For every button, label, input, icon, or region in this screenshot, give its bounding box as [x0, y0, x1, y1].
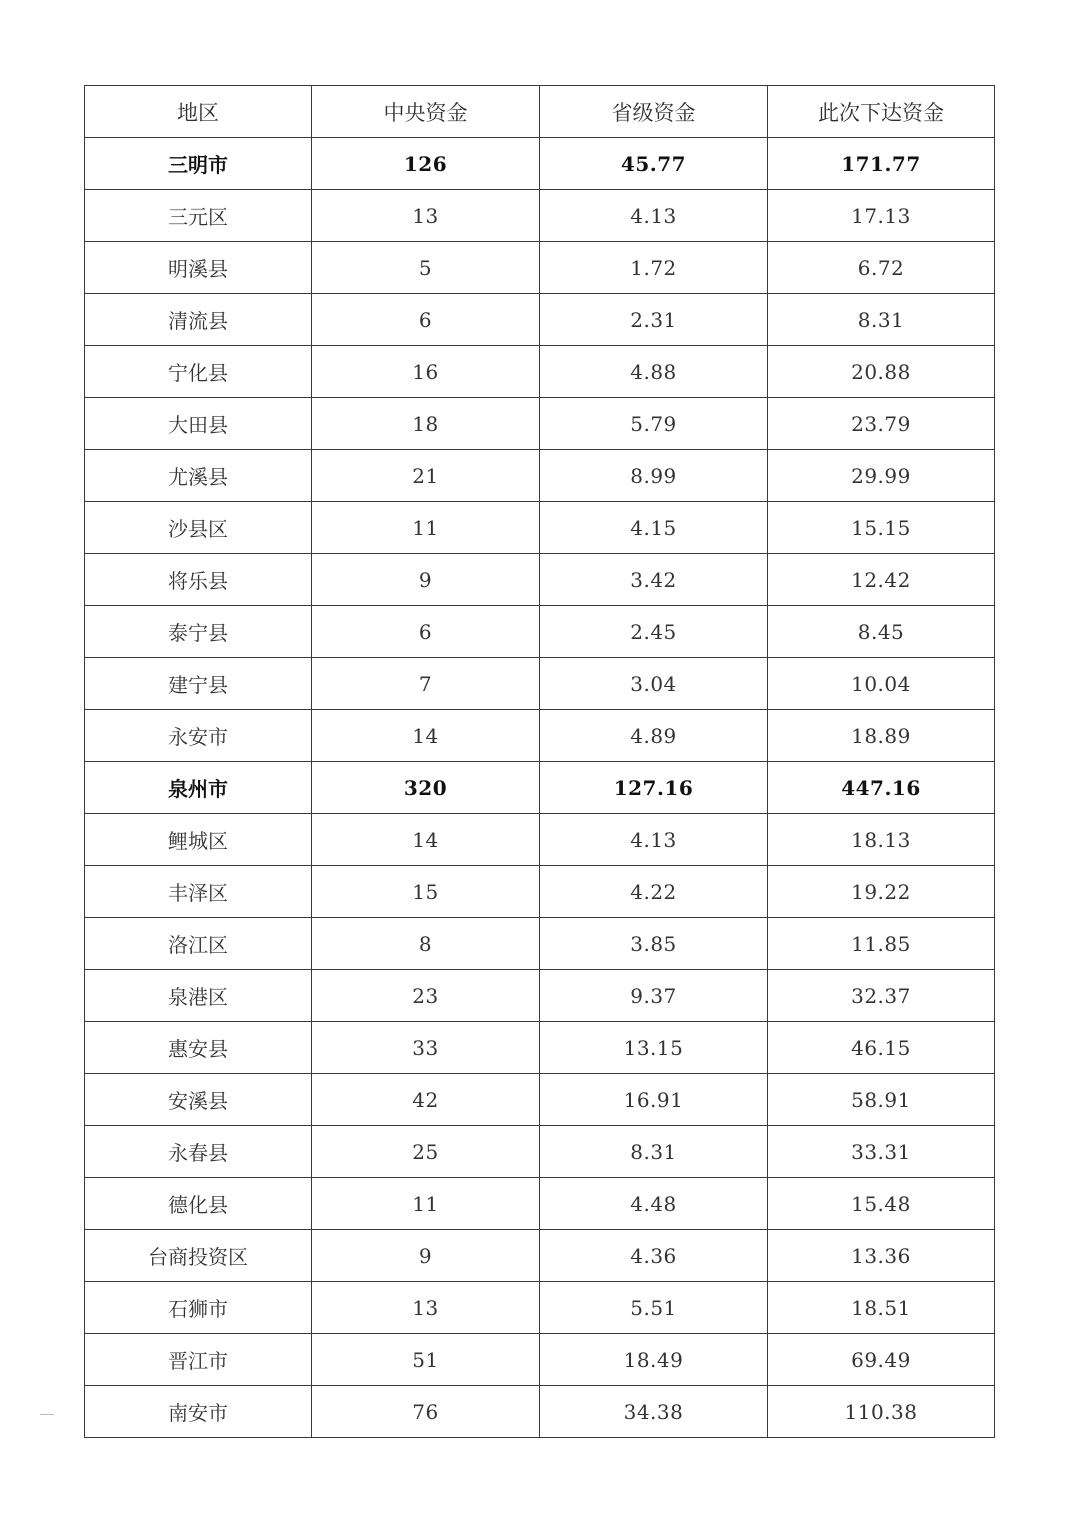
- cell-central-funds: 51: [312, 1334, 540, 1386]
- table-row-city-subtotal: [85, 138, 995, 190]
- cell-total-funds: 18.13: [768, 814, 995, 866]
- cell-central-funds: 13: [312, 1282, 540, 1334]
- cell-total-funds: 20.88: [768, 346, 995, 398]
- table-row: [85, 1126, 995, 1178]
- cell-central-funds: 21: [312, 450, 540, 502]
- cell-central-funds: 14: [312, 814, 540, 866]
- table-header-row: [85, 86, 995, 138]
- cell-central-funds: 23: [312, 970, 540, 1022]
- cell-region: 安溪县: [85, 1074, 312, 1126]
- cell-provincial-funds: 16.91: [540, 1074, 768, 1126]
- cell-region: 三明市: [85, 138, 312, 190]
- cell-provincial-funds: 4.36: [540, 1230, 768, 1282]
- table-row: [85, 294, 995, 346]
- cell-central-funds: 8: [312, 918, 540, 970]
- cell-region: 台商投资区: [85, 1230, 312, 1282]
- cell-provincial-funds: 45.77: [540, 138, 768, 190]
- cell-region: 惠安县: [85, 1022, 312, 1074]
- header-central-funds: 中央资金: [312, 86, 540, 138]
- cell-central-funds: 9: [312, 554, 540, 606]
- table-row: [85, 554, 995, 606]
- cell-provincial-funds: 1.72: [540, 242, 768, 294]
- cell-total-funds: 18.51: [768, 1282, 995, 1334]
- cell-total-funds: 33.31: [768, 1126, 995, 1178]
- cell-provincial-funds: 9.37: [540, 970, 768, 1022]
- cell-central-funds: 13: [312, 190, 540, 242]
- cell-provincial-funds: 3.85: [540, 918, 768, 970]
- cell-region: 泉州市: [85, 762, 312, 814]
- cell-region: 建宁县: [85, 658, 312, 710]
- cell-provincial-funds: 4.15: [540, 502, 768, 554]
- cell-region: 清流县: [85, 294, 312, 346]
- cell-provincial-funds: 4.48: [540, 1178, 768, 1230]
- cell-provincial-funds: 4.89: [540, 710, 768, 762]
- cell-total-funds: 110.38: [768, 1386, 995, 1438]
- page-edge-mark: [40, 1414, 54, 1415]
- table-row: [85, 1074, 995, 1126]
- cell-region: 宁化县: [85, 346, 312, 398]
- cell-provincial-funds: 2.45: [540, 606, 768, 658]
- cell-total-funds: 12.42: [768, 554, 995, 606]
- cell-region: 鲤城区: [85, 814, 312, 866]
- table-row: [85, 502, 995, 554]
- cell-region: 明溪县: [85, 242, 312, 294]
- table-row: [85, 814, 995, 866]
- table-row: [85, 866, 995, 918]
- cell-total-funds: 15.48: [768, 1178, 995, 1230]
- table-row: [85, 918, 995, 970]
- cell-central-funds: 9: [312, 1230, 540, 1282]
- cell-provincial-funds: 2.31: [540, 294, 768, 346]
- table-row: [85, 346, 995, 398]
- cell-total-funds: 23.79: [768, 398, 995, 450]
- cell-total-funds: 69.49: [768, 1334, 995, 1386]
- cell-region: 洛江区: [85, 918, 312, 970]
- table-row: [85, 190, 995, 242]
- cell-total-funds: 8.31: [768, 294, 995, 346]
- cell-provincial-funds: 4.13: [540, 190, 768, 242]
- table-row: [85, 242, 995, 294]
- cell-total-funds: 8.45: [768, 606, 995, 658]
- cell-provincial-funds: 4.22: [540, 866, 768, 918]
- cell-provincial-funds: 3.04: [540, 658, 768, 710]
- cell-central-funds: 6: [312, 606, 540, 658]
- cell-total-funds: 29.99: [768, 450, 995, 502]
- cell-total-funds: 32.37: [768, 970, 995, 1022]
- header-provincial-funds: 省级资金: [540, 86, 768, 138]
- header-total-funds: 此次下达资金: [768, 86, 995, 138]
- table-row: [85, 970, 995, 1022]
- cell-region: 沙县区: [85, 502, 312, 554]
- cell-provincial-funds: 8.31: [540, 1126, 768, 1178]
- table-row-city-subtotal: [85, 762, 995, 814]
- cell-region: 大田县: [85, 398, 312, 450]
- cell-total-funds: 10.04: [768, 658, 995, 710]
- cell-central-funds: 16: [312, 346, 540, 398]
- cell-total-funds: 19.22: [768, 866, 995, 918]
- cell-central-funds: 14: [312, 710, 540, 762]
- cell-central-funds: 11: [312, 502, 540, 554]
- cell-provincial-funds: 5.79: [540, 398, 768, 450]
- cell-total-funds: 46.15: [768, 1022, 995, 1074]
- cell-region: 德化县: [85, 1178, 312, 1230]
- cell-region: 三元区: [85, 190, 312, 242]
- table-row: [85, 1022, 995, 1074]
- table-row: [85, 398, 995, 450]
- table-row: [85, 1178, 995, 1230]
- table-row: [85, 1334, 995, 1386]
- table-row: [85, 606, 995, 658]
- cell-region: 将乐县: [85, 554, 312, 606]
- cell-total-funds: 17.13: [768, 190, 995, 242]
- cell-region: 尤溪县: [85, 450, 312, 502]
- cell-total-funds: 171.77: [768, 138, 995, 190]
- cell-region: 泉港区: [85, 970, 312, 1022]
- cell-provincial-funds: 8.99: [540, 450, 768, 502]
- cell-total-funds: 15.15: [768, 502, 995, 554]
- cell-central-funds: 5: [312, 242, 540, 294]
- table-row: [85, 1282, 995, 1334]
- cell-provincial-funds: 13.15: [540, 1022, 768, 1074]
- table-row: [85, 450, 995, 502]
- cell-region: 永春县: [85, 1126, 312, 1178]
- cell-provincial-funds: 18.49: [540, 1334, 768, 1386]
- cell-total-funds: 13.36: [768, 1230, 995, 1282]
- cell-central-funds: 11: [312, 1178, 540, 1230]
- cell-central-funds: 76: [312, 1386, 540, 1438]
- cell-total-funds: 18.89: [768, 710, 995, 762]
- cell-provincial-funds: 4.88: [540, 346, 768, 398]
- cell-total-funds: 6.72: [768, 242, 995, 294]
- table-row: [85, 710, 995, 762]
- fund-allocation-table: [84, 85, 995, 1438]
- cell-region: 丰泽区: [85, 866, 312, 918]
- cell-region: 石狮市: [85, 1282, 312, 1334]
- cell-central-funds: 33: [312, 1022, 540, 1074]
- cell-provincial-funds: 3.42: [540, 554, 768, 606]
- cell-total-funds: 447.16: [768, 762, 995, 814]
- cell-central-funds: 18: [312, 398, 540, 450]
- cell-region: 南安市: [85, 1386, 312, 1438]
- cell-provincial-funds: 5.51: [540, 1282, 768, 1334]
- cell-region: 泰宁县: [85, 606, 312, 658]
- cell-central-funds: 6: [312, 294, 540, 346]
- table-row: [85, 1230, 995, 1282]
- cell-central-funds: 25: [312, 1126, 540, 1178]
- cell-total-funds: 11.85: [768, 918, 995, 970]
- cell-central-funds: 15: [312, 866, 540, 918]
- cell-provincial-funds: 4.13: [540, 814, 768, 866]
- cell-total-funds: 58.91: [768, 1074, 995, 1126]
- table-row: [85, 658, 995, 710]
- cell-provincial-funds: 34.38: [540, 1386, 768, 1438]
- cell-region: 永安市: [85, 710, 312, 762]
- cell-central-funds: 42: [312, 1074, 540, 1126]
- cell-region: 晋江市: [85, 1334, 312, 1386]
- cell-provincial-funds: 127.16: [540, 762, 768, 814]
- cell-central-funds: 126: [312, 138, 540, 190]
- header-region: 地区: [85, 86, 312, 138]
- cell-central-funds: 320: [312, 762, 540, 814]
- table-row: [85, 1386, 995, 1438]
- cell-central-funds: 7: [312, 658, 540, 710]
